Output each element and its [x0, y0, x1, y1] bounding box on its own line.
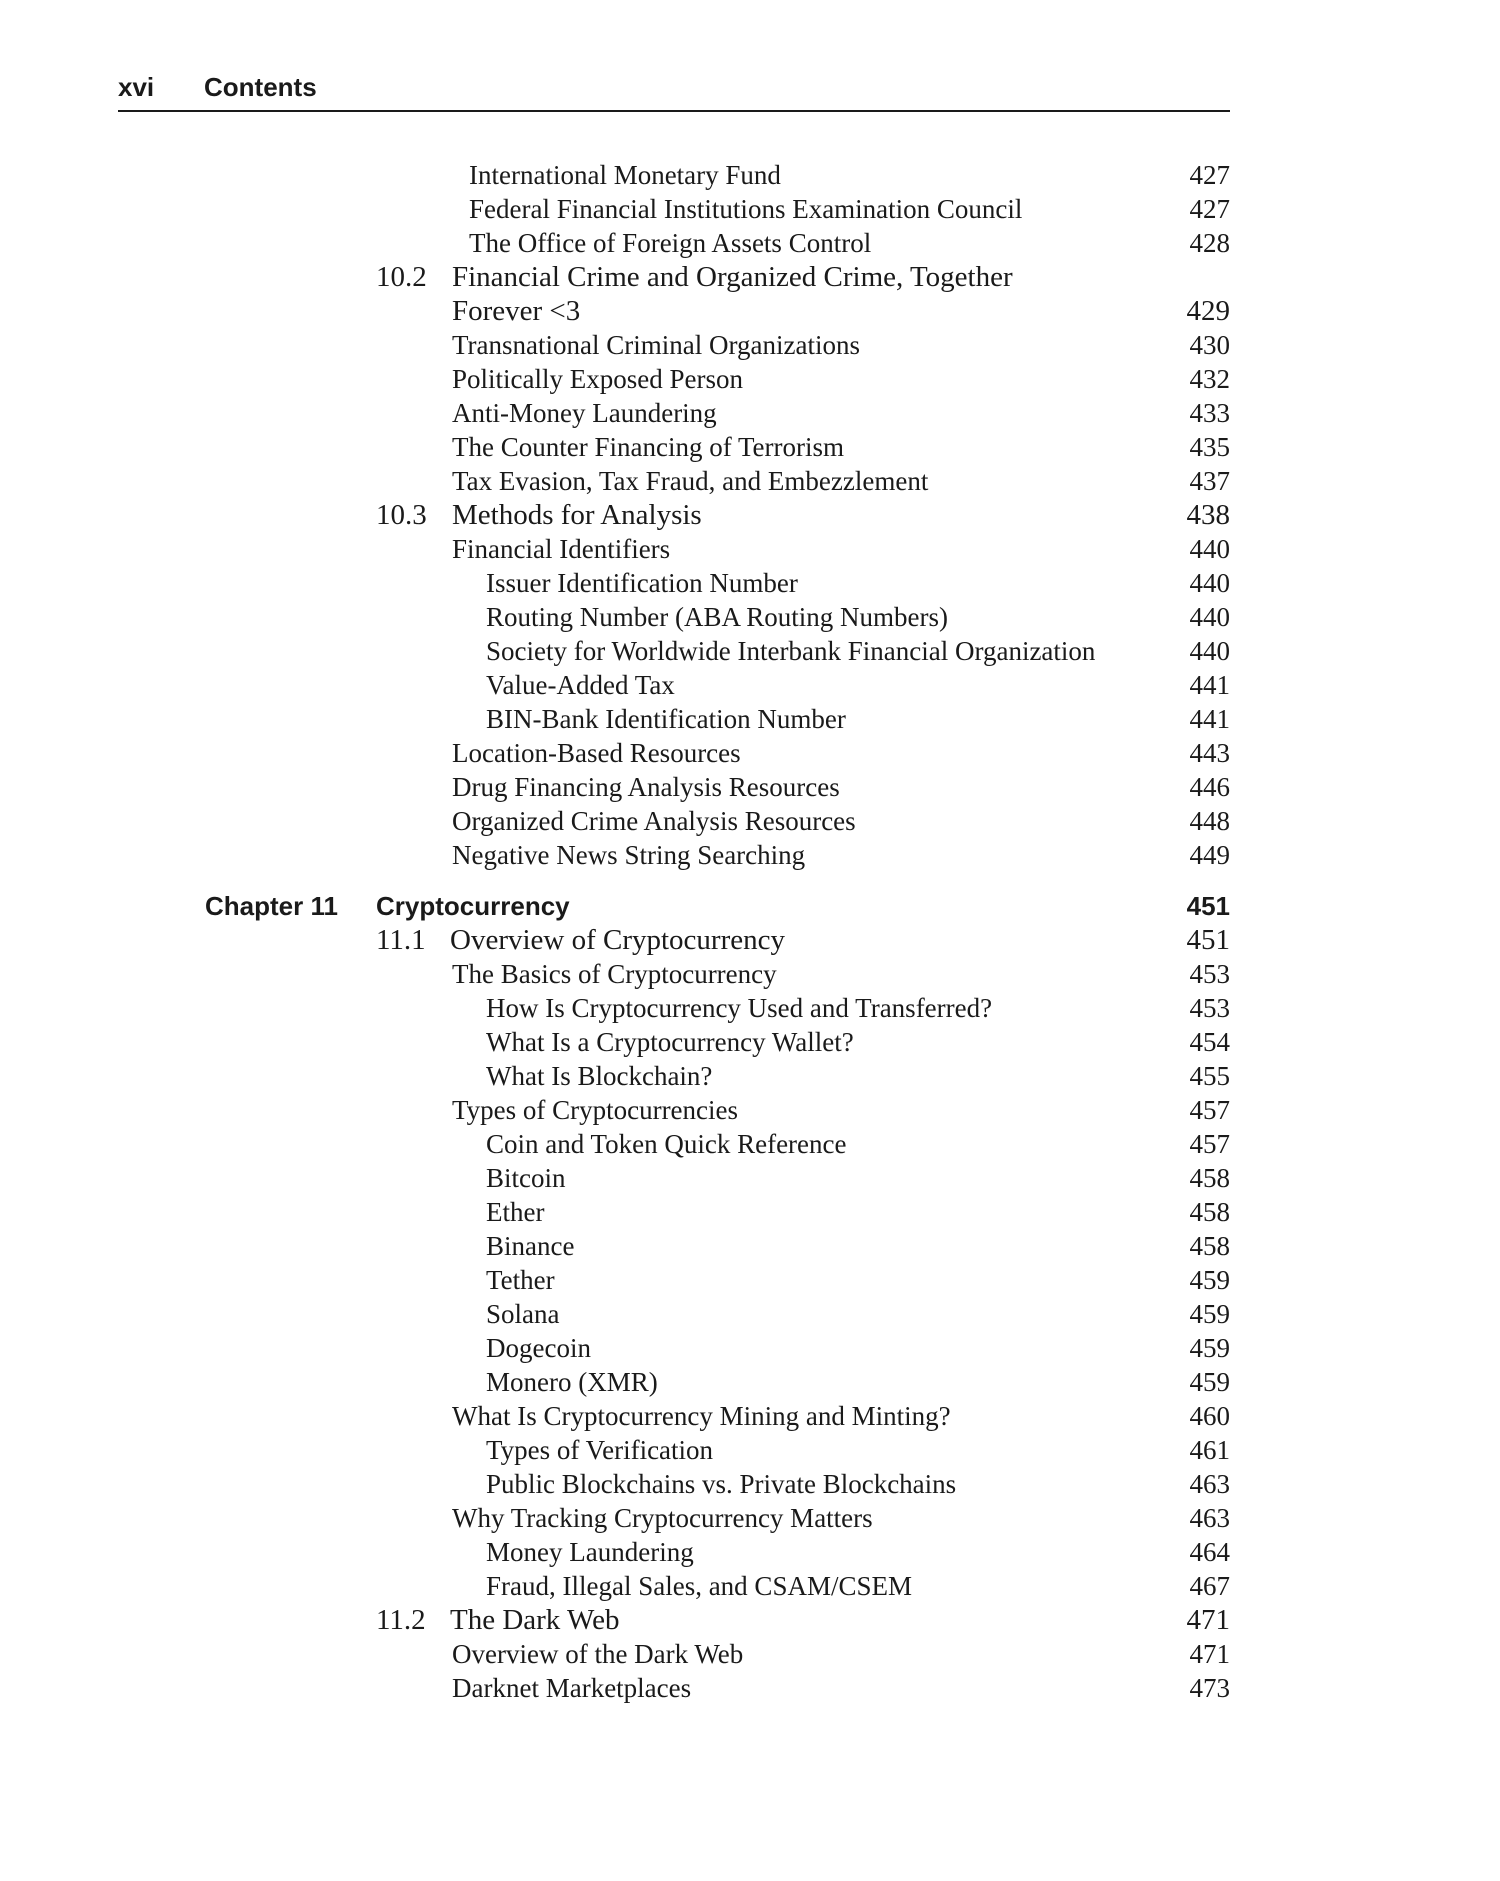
toc-entry-page: 458	[1189, 1197, 1230, 1227]
toc-entry-title: Tether	[486, 1265, 555, 1295]
toc-entry-page: 460	[1189, 1401, 1230, 1431]
toc-entry-title: Ether	[486, 1197, 545, 1227]
toc-entry-page: 464	[1189, 1537, 1230, 1567]
toc-entry-title: How Is Cryptocurrency Used and Transferred?	[486, 993, 993, 1023]
toc-entry-title: Overview of Cryptocurrency	[450, 924, 785, 956]
toc-entry-page: 446	[1189, 772, 1230, 802]
toc-section-number: 10.2	[376, 261, 427, 293]
toc-entry-title: Bitcoin	[486, 1163, 566, 1193]
toc-entry-title: Binance	[486, 1231, 575, 1261]
toc-entry-title: Dogecoin	[486, 1333, 591, 1363]
toc-entry-title: The Dark Web	[450, 1604, 620, 1636]
toc-entry-title: Money Laundering	[486, 1537, 694, 1567]
toc-entry-page: 471	[1186, 1604, 1230, 1636]
toc-entry-title: Forever <3	[452, 295, 581, 327]
toc-entry-page: 457	[1189, 1095, 1230, 1125]
toc-entry-title: Solana	[486, 1299, 560, 1329]
toc-entry-title: Types of Cryptocurrencies	[452, 1095, 739, 1125]
toc-entry-page: 441	[1189, 670, 1230, 700]
toc-entry-title: Transnational Criminal Organizations	[452, 330, 860, 360]
toc-entry-page: 467	[1189, 1571, 1230, 1601]
toc-entry-page: 463	[1189, 1503, 1230, 1533]
toc-entry-page: 429	[1186, 295, 1230, 327]
toc-entry-title: Politically Exposed Person	[452, 364, 743, 394]
toc-entry-page: 451	[1186, 924, 1230, 956]
toc-entry-page: 454	[1189, 1027, 1230, 1057]
toc-entry-page: 458	[1189, 1163, 1230, 1193]
toc-entry-page: 440	[1189, 602, 1230, 632]
toc-entry-title: Location-Based Resources	[452, 738, 741, 768]
toc-entry-title: What Is a Cryptocurrency Wallet?	[486, 1027, 854, 1057]
toc-entry-page: 449	[1189, 840, 1230, 870]
toc-entry-page: 440	[1189, 568, 1230, 598]
toc-entry-title: Federal Financial Institutions Examination Council	[469, 194, 1023, 224]
toc-entry-title: Fraud, Illegal Sales, and CSAM/CSEM	[486, 1571, 912, 1601]
toc-entry-title: Types of Verification	[486, 1435, 714, 1465]
toc-entry-page: 473	[1189, 1673, 1230, 1703]
toc-entry-page: 427	[1189, 194, 1230, 224]
toc-entry-title: Monero (XMR)	[486, 1367, 658, 1397]
toc-entry-page: 433	[1189, 398, 1230, 428]
toc-entry-page: 440	[1189, 636, 1230, 666]
toc-entry-page: 427	[1189, 160, 1230, 190]
toc-entry-page: 463	[1189, 1469, 1230, 1499]
toc-entry-page: 441	[1189, 704, 1230, 734]
toc-entry-title: Drug Financing Analysis Resources	[452, 772, 840, 802]
toc-entry-title: Coin and Token Quick Reference	[486, 1129, 847, 1159]
toc-entry-page: 455	[1189, 1061, 1230, 1091]
toc-entry-page: 448	[1189, 806, 1230, 836]
toc-entry-title: Anti-Money Laundering	[452, 398, 717, 428]
toc-entry-page: 440	[1189, 534, 1230, 564]
running-header	[118, 72, 1230, 112]
chapter-page: 451	[1186, 891, 1230, 921]
toc-entry-title: Routing Number (ABA Routing Numbers)	[486, 602, 948, 632]
toc-entry-page: 457	[1189, 1129, 1230, 1159]
toc-entry-page: 471	[1189, 1639, 1230, 1669]
header-page-number: xvi	[118, 72, 155, 102]
toc-entry-page: 459	[1189, 1333, 1230, 1363]
header-title: Contents	[204, 72, 317, 102]
toc-section-number: 10.3	[376, 499, 427, 531]
toc-entry-title: What Is Cryptocurrency Mining and Minting?	[452, 1401, 951, 1431]
toc-section-number: 11.2	[376, 1604, 426, 1636]
toc-entry-page: 432	[1189, 364, 1230, 394]
toc-entry-title: Overview of the Dark Web	[452, 1639, 744, 1669]
toc-entry-title: The Basics of Cryptocurrency	[452, 959, 777, 989]
toc-entry-page: 461	[1189, 1435, 1230, 1465]
toc-entry-page: 453	[1189, 959, 1230, 989]
toc-entry-page: 459	[1189, 1265, 1230, 1295]
toc-entry-title: Value-Added Tax	[486, 670, 675, 700]
toc-section-number: 11.1	[376, 924, 426, 956]
toc-entry-title: Financial Crime and Organized Crime, Together	[452, 261, 1013, 293]
toc-entry-title: Darknet Marketplaces	[452, 1673, 692, 1703]
toc-entry-page: 430	[1189, 330, 1230, 360]
toc-entry-title: Public Blockchains vs. Private Blockchains	[486, 1469, 957, 1499]
toc-entry-title: Why Tracking Cryptocurrency Matters	[452, 1503, 873, 1533]
toc-entry-title: Tax Evasion, Tax Fraud, and Embezzlement	[452, 466, 929, 496]
toc-entry-page: 437	[1189, 466, 1230, 496]
toc-entry-title: What Is Blockchain?	[486, 1061, 713, 1091]
toc-entry-page: 428	[1189, 228, 1230, 258]
toc-entry-title: Financial Identifiers	[452, 534, 671, 564]
toc-entry-title: Society for Worldwide Interbank Financial Organization	[486, 636, 1096, 666]
toc-entry-page: 459	[1189, 1299, 1230, 1329]
toc-entry-title: BIN-Bank Identification Number	[486, 704, 846, 734]
toc-entry-title: The Counter Financing of Terrorism	[452, 432, 845, 462]
toc-entry-title: International Monetary Fund	[469, 160, 781, 190]
toc-entry-page: 459	[1189, 1367, 1230, 1397]
toc-entry-title: Methods for Analysis	[452, 499, 702, 531]
toc-entry-title: Organized Crime Analysis Resources	[452, 806, 856, 836]
toc-entry-page: 453	[1189, 993, 1230, 1023]
toc-entry-page: 443	[1189, 738, 1230, 768]
toc-entry-title: Issuer Identification Number	[486, 568, 798, 598]
toc-entry-page: 438	[1186, 499, 1230, 531]
chapter-label: Chapter 11	[205, 891, 338, 921]
toc-entry-page: 435	[1189, 432, 1230, 462]
chapter-title: Cryptocurrency	[376, 891, 570, 921]
toc-entry-page: 458	[1189, 1231, 1230, 1261]
toc-entry-title: Negative News String Searching	[452, 840, 806, 870]
toc-entry-title: The Office of Foreign Assets Control	[469, 228, 872, 258]
